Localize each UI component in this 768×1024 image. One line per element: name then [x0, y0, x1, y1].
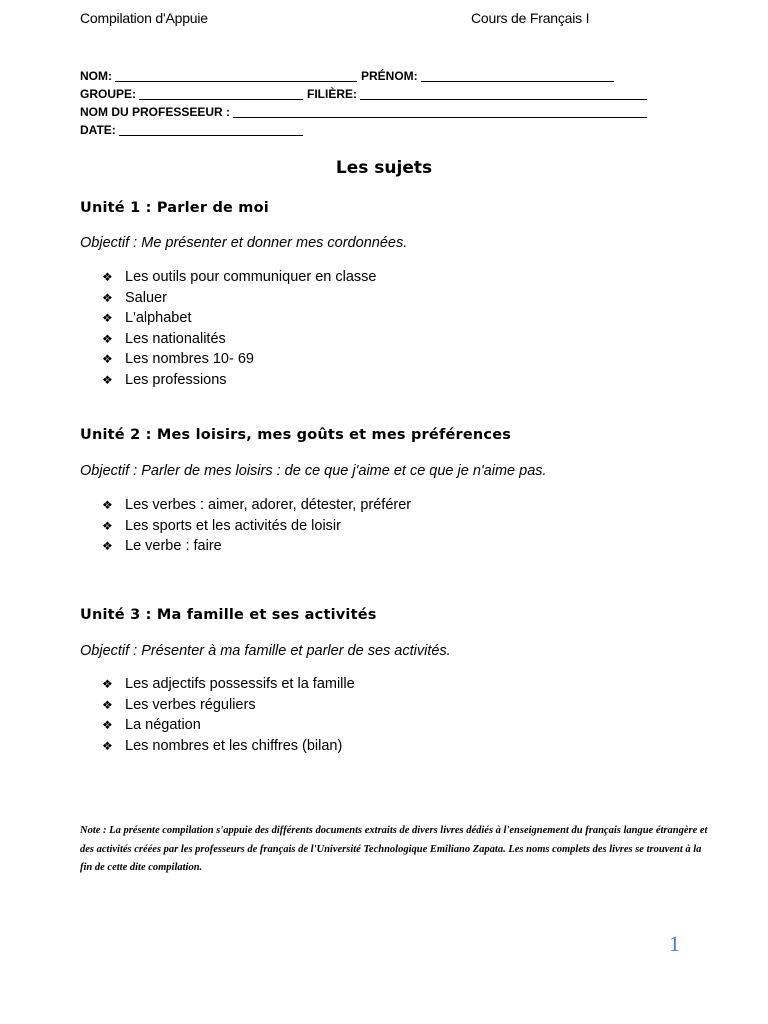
unit-3-objective: Objectif : Présenter à ma famille et parler de ses activités. [80, 643, 451, 659]
groupe-label: GROUPE: [80, 87, 137, 101]
header-left: Compilation d'Appuie [80, 10, 208, 26]
unit-1-heading: Unité 1 : Parler de moi [80, 200, 269, 216]
list-item: ❖ Les sports et les activités de loisir [102, 516, 411, 537]
list-item: ❖ Les verbes : aimer, adorer, détester, préférer [102, 495, 411, 516]
unit-2-list [102, 495, 411, 557]
bullet-icon: ❖ [102, 352, 113, 367]
form-row-groupe [80, 85, 680, 103]
bullet-icon: ❖ [102, 518, 113, 533]
unit-3-heading: Unité 3 : Ma famille et ses activités [80, 607, 377, 623]
list-item: ❖ Les adjectifs possessifs et la famille [102, 674, 355, 695]
unit-2-objective: Objectif : Parler de mes loisirs : de ce que j'aime et ce que je n'aime pas. [80, 463, 547, 479]
list-item: ❖ Les nationalités [102, 329, 376, 350]
unit-1-list [102, 267, 376, 391]
list-item: ❖ Les professions [102, 370, 376, 391]
bullet-icon: ❖ [102, 718, 113, 733]
filiere-label: FILIÈRE: [307, 87, 358, 101]
student-info-form [80, 67, 680, 139]
date-field[interactable] [119, 122, 303, 136]
bullet-icon: ❖ [102, 290, 113, 305]
page-number: 1 [669, 931, 680, 956]
unit-1-objective: Objectif : Me présenter et donner mes cordonnées. [80, 235, 408, 251]
bullet-icon: ❖ [102, 331, 113, 346]
list-item: ❖ Les nombres et les chiffres (bilan) [102, 736, 355, 757]
list-item: ❖ Les nombres 10- 69 [102, 349, 376, 370]
list-item: ❖ L'alphabet [102, 308, 376, 329]
prenom-label: PRÉNOM: [361, 69, 418, 83]
groupe-field[interactable] [139, 86, 303, 100]
bullet-icon: ❖ [102, 498, 113, 512]
bullet-icon: ❖ [102, 311, 113, 326]
list-item: ❖ Les outils pour communiquer en classe [102, 267, 376, 288]
professeur-label: NOM DU PROFESSEEUR : [80, 105, 231, 119]
form-row-professeur [80, 103, 680, 121]
bullet-icon: ❖ [102, 677, 113, 691]
bullet-icon: ❖ [102, 738, 113, 753]
list-item: ❖ Les verbes réguliers [102, 695, 355, 716]
date-label: DATE: [80, 123, 116, 137]
form-row-date [80, 121, 680, 139]
bullet-icon: ❖ [102, 270, 113, 284]
list-item: ❖ Le verbe : faire [102, 536, 411, 557]
filiere-field[interactable] [360, 86, 647, 100]
bullet-icon: ❖ [102, 697, 113, 712]
nom-field[interactable] [115, 68, 357, 82]
bullet-icon: ❖ [102, 372, 113, 387]
unit-3-list [102, 674, 355, 756]
list-item: ❖ Saluer [102, 288, 376, 309]
unit-2-heading: Unité 2 : Mes loisirs, mes goûts et mes préférences [80, 427, 512, 443]
form-row-name [80, 67, 680, 85]
nom-label: NOM: [80, 69, 112, 83]
list-item: ❖ La négation [102, 715, 355, 736]
prenom-field[interactable] [421, 68, 614, 82]
professeur-field[interactable] [233, 104, 647, 118]
footnote: Note : La présente compilation s'appuie des différents documents extraits de divers livres dédiés à l'enseignement du français langue étrangère et des activités créées par les professeurs de français de l'Université Technologique Emiliano Zapata. Les noms complets des livres se trouvent à la fin de cette dite compilation. [80, 825, 708, 873]
header-right: Cours de Français I [471, 10, 590, 26]
bullet-icon: ❖ [102, 539, 113, 554]
page-title: Les sujets [335, 158, 433, 178]
